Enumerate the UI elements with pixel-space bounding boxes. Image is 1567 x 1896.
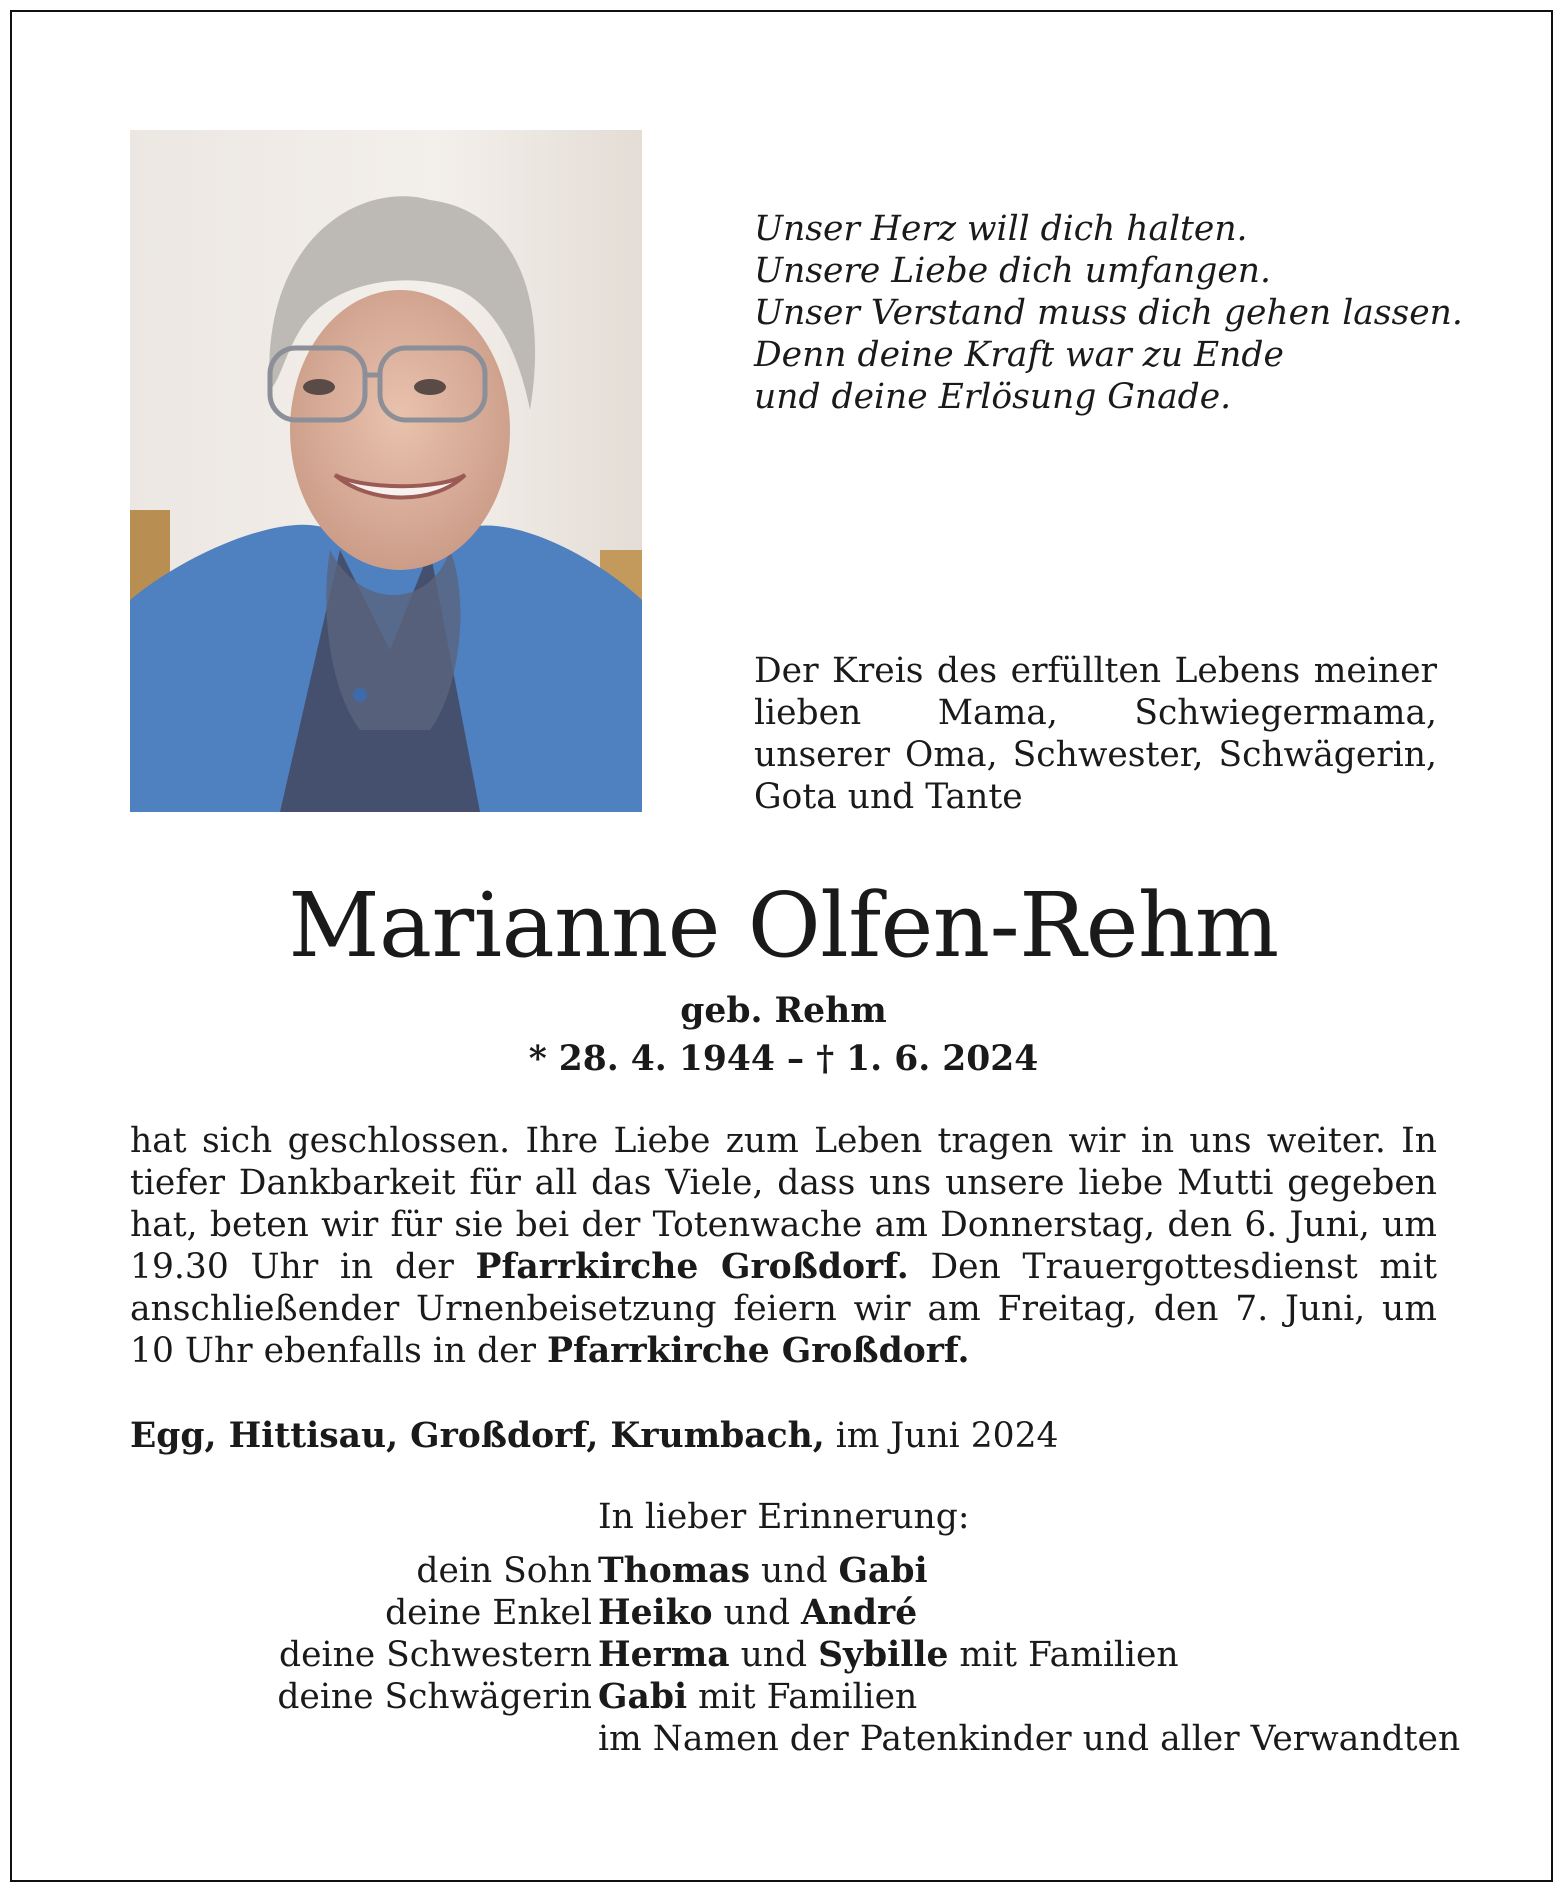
portrait-photo	[130, 130, 642, 812]
body-text: hat sich geschlossen. Ihre Liebe zum Leben tragen wir in uns weiter. In tiefer Dankbarkeit für all das Viele, dass uns unsere liebe Mutti gegeben hat, beten wir für sie bei der Totenwache am Donnerstag, den 6. Juni, um 19.30 Uhr in der	[130, 1121, 1437, 1287]
relative-name: Heiko	[598, 1593, 713, 1633]
relative-name: Thomas	[598, 1551, 751, 1591]
church-name: Pfarrkirche Großdorf.	[475, 1247, 909, 1287]
announcement-body	[130, 1120, 1437, 1372]
relative-row	[0, 1676, 1567, 1718]
relatives-list	[0, 1550, 1567, 1760]
deceased-name: Marianne Olfen-Rehm	[288, 873, 1279, 977]
suffix: mit Familien	[959, 1635, 1179, 1675]
place-date-line	[130, 1415, 1059, 1457]
places: Egg, Hittisau, Großdorf, Krumbach,	[130, 1416, 825, 1456]
relative-name: Gabi	[838, 1551, 928, 1591]
relative-row	[0, 1550, 1567, 1592]
intro-text: Der Kreis des erfüllten Lebens meiner lieben Mama, Schwiegermama, unserer Oma, Schwester, Schwägerin, Gota und Tante	[754, 651, 1437, 817]
suffix: mit Familien	[698, 1677, 918, 1717]
join-word: und	[761, 1551, 828, 1591]
relation-label: deine Enkel	[385, 1593, 592, 1633]
church-name: Pfarrkirche Großdorf.	[547, 1331, 970, 1371]
poem-line: Unser Verstand muss dich gehen lassen.	[754, 293, 1463, 333]
relation-label: dein Sohn	[416, 1551, 592, 1591]
poem-line: Unser Herz will dich halten.	[754, 209, 1248, 249]
relative-row	[0, 1634, 1567, 1676]
date: im Juni 2024	[835, 1416, 1059, 1456]
body-text: Den Trauergottesdienst mit anschließender Urnenbeisetzung feiern wir am Freitag, den 7. Juni, um 10 Uhr ebenfalls in der	[130, 1247, 1437, 1371]
life-dates: * 28. 4. 1944 – † 1. 6. 2024	[528, 1039, 1039, 1079]
relative-name: André	[801, 1593, 918, 1633]
relation-label: deine Schwägerin	[277, 1677, 592, 1717]
relation-label: deine Schwestern	[279, 1635, 592, 1675]
poem-line: und deine Erlösung Gnade.	[754, 377, 1232, 417]
poem	[754, 208, 1463, 418]
join-word: und	[740, 1635, 808, 1675]
relative-name: Sybille	[818, 1635, 949, 1675]
memory-heading: In lieber Erinnerung:	[598, 1497, 970, 1537]
join-word: und	[723, 1593, 791, 1633]
poem-line: Unsere Liebe dich umfangen.	[754, 251, 1271, 291]
poem-line: Denn deine Kraft war zu Ende	[754, 335, 1284, 375]
relative-row	[0, 1592, 1567, 1634]
relative-name: Herma	[598, 1635, 730, 1675]
closing-line: im Namen der Patenkinder und aller Verwandten	[598, 1719, 1461, 1759]
relative-name: Gabi	[598, 1677, 688, 1717]
closing-row	[0, 1718, 1567, 1760]
maiden-name: geb. Rehm	[680, 991, 887, 1031]
